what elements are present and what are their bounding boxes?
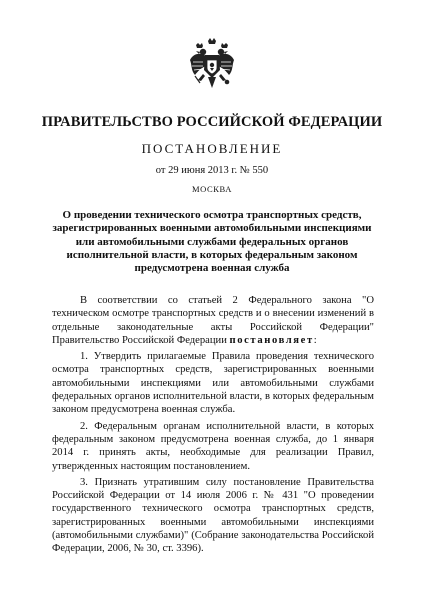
preamble-text: В соответствии со статьей 2 Федерального закона "О техническом осмотре транспортных средств и о внесении изменений в отдельные законодательные акты Российской Федерации" Правительство Российской Федерации [52, 295, 374, 346]
preamble-end: : [313, 334, 317, 346]
document-date-number: от 29 июня 2013 г. № 550 [155, 165, 269, 176]
document-city: МОСКВА [191, 184, 232, 194]
russian-coat-of-arms-icon [189, 38, 235, 90]
preamble-verb: постановляет [229, 334, 314, 346]
document-body [52, 294, 374, 559]
document-type: ПОСТАНОВЛЕНИЕ [141, 141, 283, 156]
issuer-title: ПРАВИТЕЛЬСТВО РОССИЙСКОЙ ФЕДЕРАЦИИ [41, 114, 383, 130]
preamble-paragraph [52, 294, 374, 347]
clause-3: 3. Признать утратившим силу постановление Правительства Российской Федерации от 14 июля 2006 г. № 431 "О проведении государственного технического осмотра транспортных средств, зарегистрированных военными автомобильными инспекциями (автомобильными службами)" (Собрание законодательства Российской Федерации, 2006, № 30, ст. 3396). [52, 476, 374, 555]
clause-1: 1. Утвердить прилагаемые Правила проведения технического осмотра транспортных средств, зарегистрированных военными автомобильными инспекциями или автомобильными службами федеральных органов исполнительной власти, в которых федеральным законом предусмотрена военная служба. [52, 351, 374, 416]
clause-2: 2. Федеральным органам исполнительной власти, в которых федеральным законом предусмотрена военная служба, до 1 января 2014 г. принять акты, необходимые для реализации Правил, утвержденных настоящим постановлением. [52, 420, 374, 472]
document-heading: О проведении технического осмотра транспортных средств, зарегистрированных военными автомобильными инспекциями или автомобильными службами федеральных органов исполнительной власти, в которых федеральным законом предусмотрена военная служба [52, 209, 372, 275]
